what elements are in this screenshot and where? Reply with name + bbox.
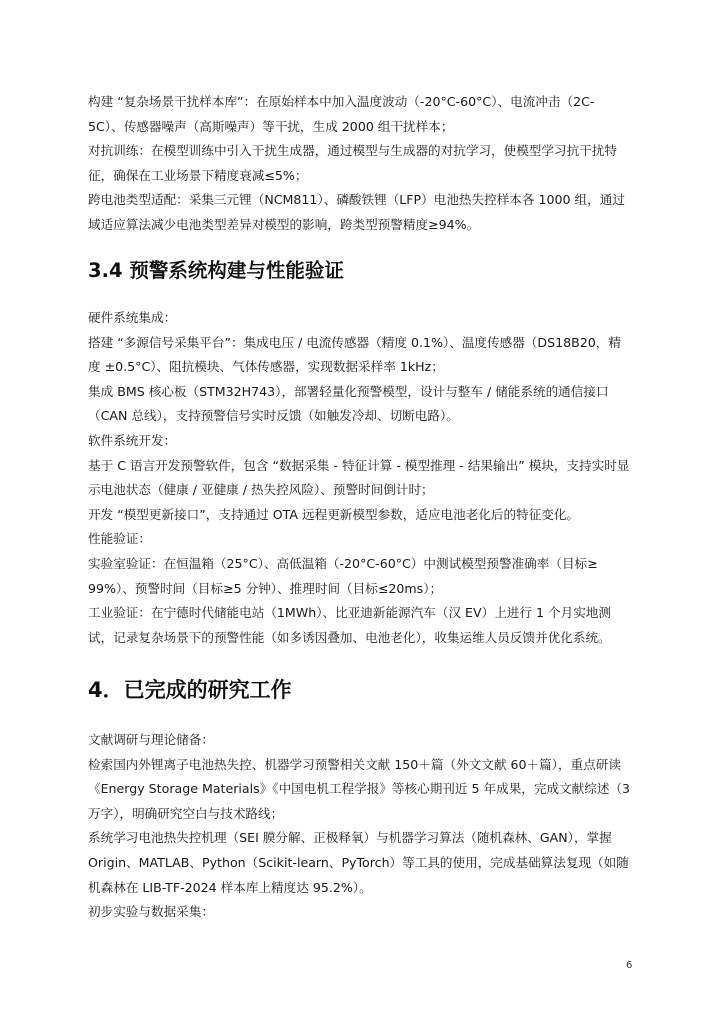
page-number: 6	[626, 960, 633, 971]
text-line: 搭建 “多源信号采集平台”：集成电压 / 电流传感器（精度 0.1%）、温度传感器（DS18B20，精	[88, 334, 621, 350]
text-line: （CAN 总线），支持预警信号实时反馈（如触发冷却、切断电路）。	[88, 408, 459, 424]
text-line: 5C）、传感器噪声（高斯噪声）等干扰，生成 2000 组干扰样本；	[88, 118, 454, 134]
text-line: 实验室验证：在恒温箱（25°C）、高低温箱（-20°C-60°C）中测试模型预警准确率（目标≥	[88, 555, 598, 571]
text-line: 初步实验与数据采集：	[88, 904, 214, 920]
paragraph	[88, 139, 640, 188]
text-line: 对抗训练：在模型训练中引入干扰生成器，通过模型与生成器的对抗学习，使模型学习抗干扰特	[88, 143, 617, 159]
text-line: 试，记录复杂场景下的预警性能（如多诱因叠加、电池老化），收集运维人员反馈并优化系统。	[88, 629, 611, 645]
heading-3-4: 3.4 预警系统构建与性能验证	[88, 259, 344, 282]
paragraph	[88, 753, 640, 827]
text-line: 《Energy Storage Materials》《中国电机工程学报》等核心期刊近 5 年成果，完成文献综述（3	[88, 781, 631, 797]
text-line: 度 ±0.5°C）、阻抗模块、气体传感器，实现数据采样率 1kHz；	[88, 359, 444, 375]
heading-4: 4．已完成的研究工作	[88, 678, 292, 702]
text-line: 开发 “模型更新接口”，支持通过 OTA 远程更新模型参数，适应电池老化后的特征变化。	[88, 506, 580, 522]
text-line: 构建 “复杂场景干扰样本库”：在原始样本中加入温度波动（-20°C-60°C）、电流冲击（2C-	[88, 94, 595, 109]
paragraph	[88, 90, 640, 139]
paragraph	[88, 503, 640, 528]
paragraph	[88, 380, 640, 429]
text-line: 征，确保在工业场景下精度衰减≤5%；	[88, 167, 308, 183]
section-top	[88, 90, 640, 238]
text-line: 基于 C 语言开发预警软件，包含 “数据采集 - 特征计算 - 模型推理 - 结果输出” 模块，支持实时显	[88, 457, 630, 473]
text-line: 万字），明确研究空白与技术路线；	[88, 805, 284, 821]
text-line: 性能验证：	[88, 531, 151, 547]
text-line: Origin、MATLAB、Python（Scikit-learn、PyTorch）等工具的使用，完成基础算法复现（如随	[88, 854, 629, 870]
text-line: 检索国内外锂离子电池热失控、机器学习预警相关文献 150＋篇（外文文献 60＋篇），重点研读	[88, 756, 621, 772]
text-line: 硬件系统集成：	[88, 310, 177, 325]
text-line: 工业验证：在宁德时代储能电站（1MWh）、比亚迪新能源汽车（汉 EV）上进行 1 个月实地测	[88, 605, 611, 621]
section-4	[88, 728, 640, 925]
paragraph	[88, 900, 640, 925]
paragraph	[88, 826, 640, 900]
text-line: 跨电池类型适配：采集三元锂（NCM811）、磷酸铁锂（LFP）电池热失控样本各 1000 组，通过	[88, 192, 625, 208]
paragraph	[88, 188, 640, 237]
text-line: 机森林在 LIB-TF-2024 样本库上精度达 95.2%）。	[88, 879, 372, 895]
text-line: 系统学习电池热失控机理（SEI 膜分解、正极释氧）与机器学习算法（随机森林、GAN），掌握	[88, 830, 612, 846]
text-line: 集成 BMS 核心板（STM32H743），部署轻量化预警模型，设计与整车 / 储能系统的通信接口	[88, 383, 609, 399]
paragraph	[88, 601, 640, 650]
paragraph	[88, 728, 640, 753]
paragraph	[88, 331, 640, 380]
paragraph	[88, 552, 640, 601]
paragraph	[88, 454, 640, 503]
paragraph	[88, 429, 640, 454]
text-line: 文献调研与理论储备：	[88, 732, 214, 747]
text-line: 示电池状态（健康 / 亚健康 / 热失控风险）、预警时间倒计时；	[88, 482, 434, 498]
section-3-4	[88, 306, 640, 650]
paragraph	[88, 527, 640, 552]
text-line: 99%）、预警时间（目标≥5 分钟）、推理时间（目标≤20ms）；	[88, 580, 443, 596]
text-line: 域适应算法减少电池类型差异对模型的影响，跨类型预警精度≥94%。	[88, 216, 480, 232]
text-line: 软件系统开发：	[88, 432, 177, 448]
paragraph	[88, 306, 640, 331]
